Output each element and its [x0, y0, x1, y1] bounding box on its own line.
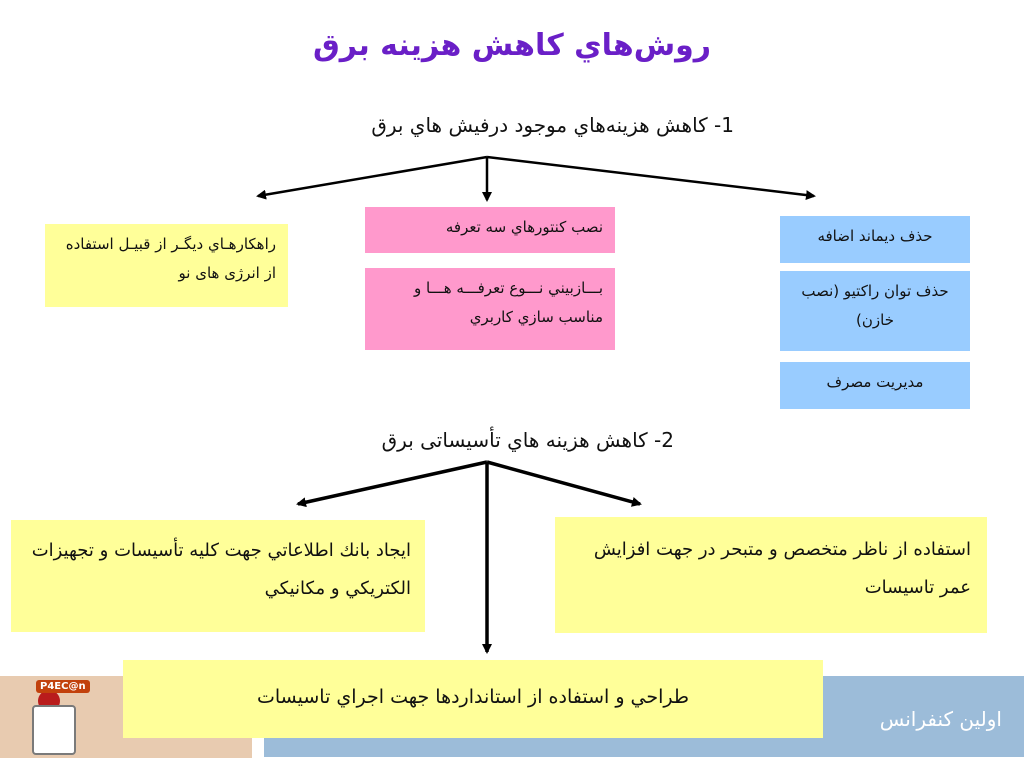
house-icon	[32, 705, 76, 755]
arrow-s1-left	[258, 157, 487, 196]
section1-heading: 1- کاهش هزينه‌هاي موجود درفيش هاي برق	[371, 113, 734, 137]
s1-center-top-box: نصب كنتورهاي سه تعرفه	[365, 207, 615, 253]
s1-left-box: راهکارهـاي ديگـر از قبيـل استفاده از انرژی های نو	[45, 224, 288, 307]
arrow-s1-right	[487, 157, 814, 196]
s1-right-box-3: مديريت مصرف	[780, 362, 970, 409]
s1-right-box-2: حذف توان راکتيو (نصب خازن)	[780, 271, 970, 351]
s2-left-box: ايجاد بانك اطلاعاتي جهت كليه تأسيسات و تجهيزات الكتريكي و مكانيكي	[11, 520, 425, 632]
arrow-s2-left	[298, 462, 487, 504]
s2-right-box: استفاده از ناظر متخصص و متبحر در جهت افزايش عمر تاسيسات	[555, 517, 987, 633]
s2-bottom-box: طراحي و استفاده از استانداردها جهت اجراي تاسيسات	[123, 660, 823, 738]
s1-center-bottom-box: بـــازبيني نـــوع تعرفـــه هـــا و مناسب سازي کاربري	[365, 268, 615, 350]
section2-heading: 2- کاهش هزينه هاي تأسيساتی برق	[381, 428, 674, 452]
footer-text: اولين كنفرانس	[879, 707, 1002, 731]
s1-right-box-1: حذف ديماند اضافه	[780, 216, 970, 263]
page-title: روش‌هاي کاهش هزينه برق	[312, 28, 712, 63]
logo-tag: P4EC@n	[36, 680, 90, 693]
arrow-s2-right	[487, 462, 640, 504]
